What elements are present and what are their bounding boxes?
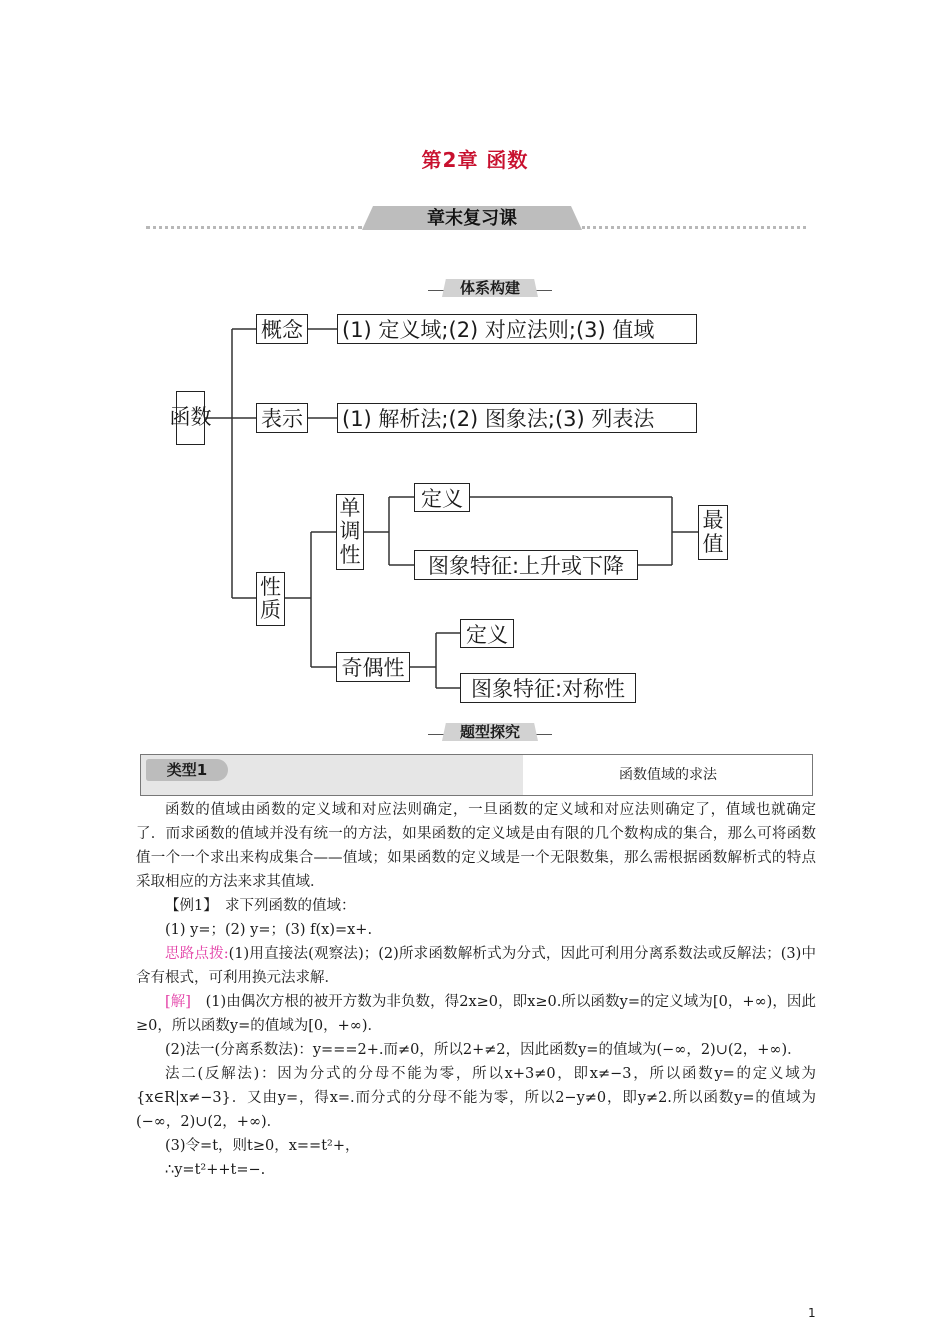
hint-text: (1)用直接法(观察法)；(2)所求函数解析式为分式，因此可利用分离系数法或反解法；(3)中含有根式，可利用换元法求解． (136, 946, 816, 986)
diagram-property: 性质 (256, 572, 285, 626)
type-label: 类型1 (166, 761, 208, 779)
diagram-parity-definition: 定义 (460, 619, 514, 648)
diagram-concept: 概念 (256, 314, 308, 344)
banner-title: 章末复习课 (427, 208, 517, 229)
chapter-title: 第2章 函数 (421, 148, 529, 172)
solution-paragraph-5: ∴y=t²++t=−. (165, 1162, 266, 1178)
solution-paragraph-4: (3)令=t，则t≥0，x==t²+， (165, 1138, 360, 1154)
example-label: 【例1】 (165, 898, 211, 914)
solution-paragraph-1 (136, 990, 816, 1038)
diagram-mono-definition: 定义 (414, 483, 470, 512)
diagram-representation-detail: (1) 解析法;(2) 图象法;(3) 列表法 (337, 403, 697, 433)
type-title: 函数值域的求法 (619, 767, 717, 783)
diagram-monotonic: 单调性 (336, 494, 364, 570)
page-number: 1 (808, 1306, 816, 1320)
intro-paragraph: 函数的值域由函数的定义域和对应法则确定，一旦函数的定义域和对应法则确定了，值域也就确定了．而求函数的值域并没有统一的方法，如果函数的定义域是由有限的几个数构成的集合，那么可将函数值一个一个求出来构成集合——值域；如果函数的定义域是一个无限数集，那么需根据函数解析式的特点采取相应的方法来求其值域． (136, 802, 816, 890)
hint-label: 思路点拨: (165, 946, 229, 962)
solution-paragraph-3: 法二(反解法)：因为分式的分母不能为零，所以x+3≠0，即x≠−3，所以函数y=的定义域为{x∈R|x≠−3}．又由y=，得x=.而分式的分母不能为零，所以2−y≠0，即y≠2.所以函数y=的值域为(−∞，2)∪(2，+∞)． (136, 1066, 816, 1130)
diagram-mono-feature: 图象特征:上升或下降 (414, 550, 638, 580)
diagram-parity-feature: 图象特征:对称性 (460, 673, 636, 703)
hint-paragraph (136, 942, 816, 990)
diagram-root-function: 函数 (176, 391, 205, 445)
diagram-concept-detail: (1) 定义域;(2) 对应法则;(3) 值域 (337, 314, 697, 344)
solution-paragraph-2: (2)法一(分离系数法)：y===2+.而≠0，所以2+≠2，因此函数y=的值域为(−∞，2)∪(2，+∞)． (165, 1042, 802, 1058)
solution-text-1: (1)由偶次方根的被开方数为非负数，得2x≥0，即x≥0.所以函数y=的定义域为[0，+∞)，因此≥0，所以函数y=的值域为[0，+∞)． (136, 994, 816, 1034)
solution-label: [解] (165, 994, 191, 1010)
diagram-parity: 奇偶性 (336, 652, 410, 682)
diagram-representation: 表示 (256, 403, 308, 433)
body-content (136, 798, 816, 1182)
example-text: 求下列函数的值域： (224, 898, 356, 914)
section-explore: 题型探究 (459, 723, 520, 741)
example-items: (1) y=；(2) y=；(3) f(x)=x+. (165, 922, 373, 938)
example-line (136, 894, 816, 918)
section-framework: 体系构建 (459, 279, 520, 297)
diagram-extremum: 最值 (698, 505, 728, 560)
